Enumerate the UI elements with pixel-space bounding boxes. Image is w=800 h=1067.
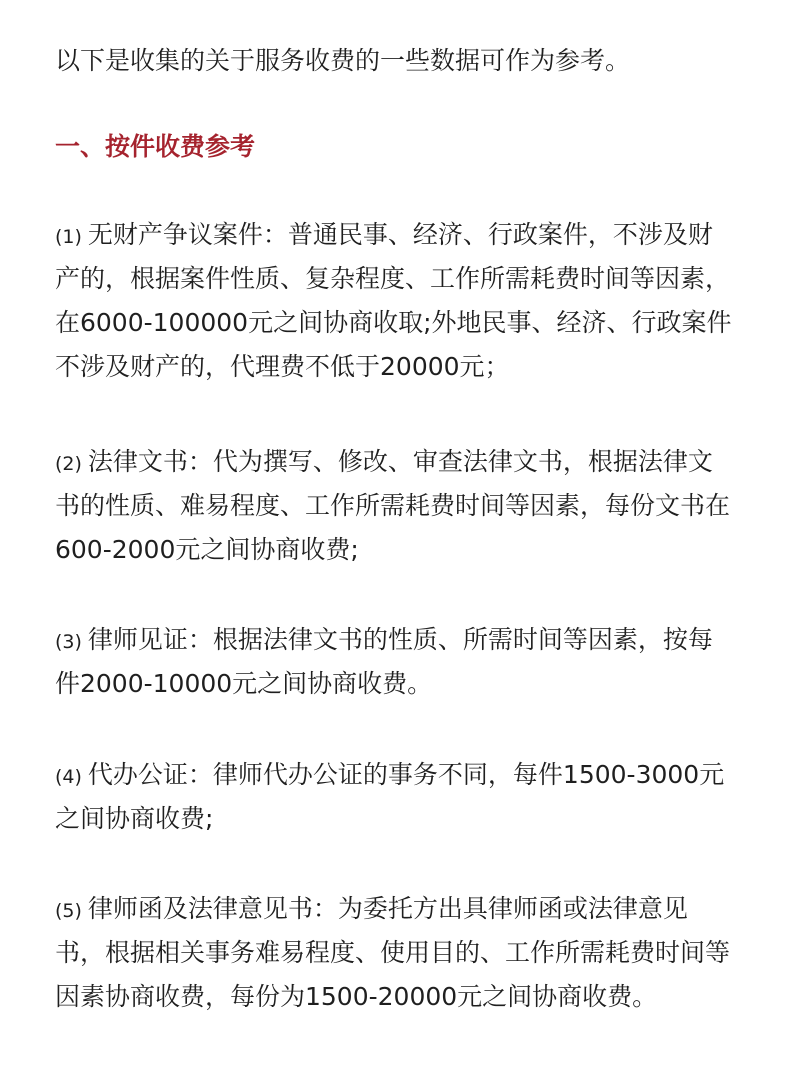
item-line: 之间协商收费; xyxy=(55,804,214,833)
item-line xyxy=(55,618,755,662)
item-number: (3) xyxy=(55,631,82,653)
item-line: 书，根据相关事务难易程度、使用目的、工作所需耗费时间等 xyxy=(55,938,731,967)
item-text: 代办公证：律师代办公证的事务不同，每件1500-3000元 xyxy=(87,760,725,789)
item-number: (4) xyxy=(55,766,82,788)
item-line xyxy=(55,440,755,484)
item-line xyxy=(55,753,755,797)
item-text: 法律文书：代为撰写、修改、审查法律文书，根据法律文 xyxy=(87,447,713,476)
item-line xyxy=(55,887,755,931)
item-text: 律师见证：根据法律文书的性质、所需时间等因素，按每 xyxy=(87,625,713,654)
fee-item-3 xyxy=(55,618,755,706)
item-line: 书的性质、难易程度、工作所需耗费时间等因素，每份文书在 xyxy=(55,491,731,520)
item-number: (2) xyxy=(55,453,82,475)
item-text: 无财产争议案件：普通民事、经济、行政案件，不涉及财 xyxy=(87,220,713,249)
item-line xyxy=(55,213,755,257)
fee-item-2 xyxy=(55,440,755,572)
item-number: (5) xyxy=(55,900,82,922)
fee-item-4 xyxy=(55,753,755,841)
item-line: 600-2000元之间协商收费; xyxy=(55,535,359,564)
item-number: (1) xyxy=(55,226,82,248)
item-line: 产的，根据案件性质、复杂程度、工作所需耗费时间等因素， xyxy=(55,264,731,293)
fee-item-1 xyxy=(55,213,755,389)
item-text: 律师函及法律意见书：为委托方出具律师函或法律意见 xyxy=(87,894,688,923)
fee-item-5 xyxy=(55,887,755,1019)
item-line: 因素协商收费，每份为1500-20000元之间协商收费。 xyxy=(55,982,658,1011)
intro-paragraph: 以下是收集的关于服务收费的一些数据可作为参考。 xyxy=(55,46,631,75)
item-line: 在6000-100000元之间协商收取;外地民事、经济、行政案件 xyxy=(55,308,732,337)
section-heading: 一、按件收费参考 xyxy=(55,132,256,161)
item-line: 件2000-10000元之间协商收费。 xyxy=(55,669,433,698)
item-line: 不涉及财产的，代理费不低于20000元； xyxy=(55,352,510,381)
